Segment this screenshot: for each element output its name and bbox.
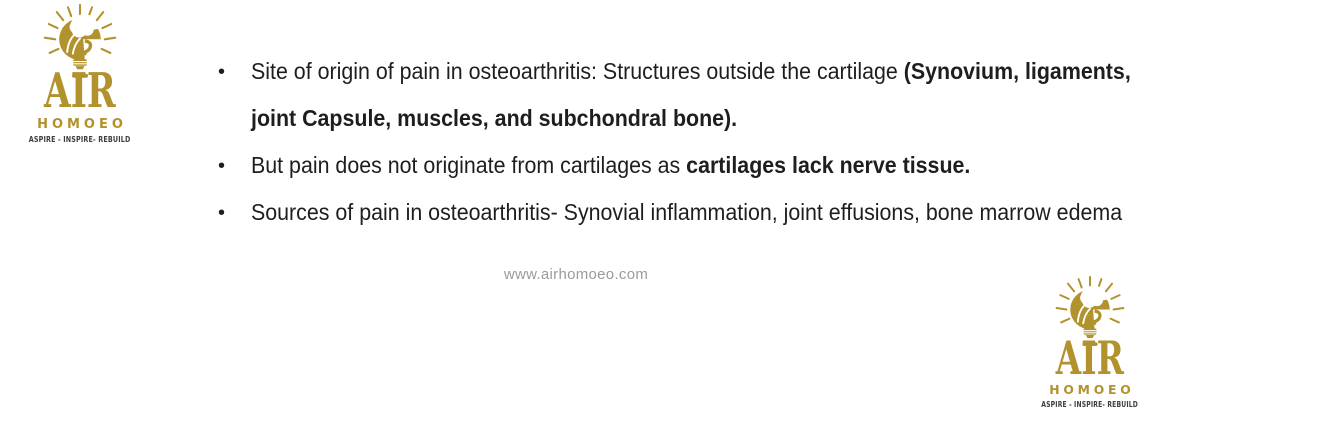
brand-subname: HOMOEO	[1049, 383, 1135, 398]
bullet-text: Site of origin of pain in osteoarthritis: Structures outside the cartilage (Synovium, ligaments,	[251, 58, 1131, 84]
bullet-dot: •	[218, 60, 226, 83]
bullet-text: joint Capsule, muscles, and subchondral bone).	[251, 105, 738, 131]
website-watermark: www.airhomoeo.com	[503, 266, 649, 283]
bullet-text: Sources of pain in osteoarthritis- Synovial inflammation, joint effusions, bone marrow edema	[251, 199, 1123, 225]
brand-name: AIR	[1055, 332, 1125, 386]
brand-subname: HOMOEO	[37, 117, 127, 132]
bullet-line	[218, 189, 1328, 236]
bullet-text: But pain does not originate from cartilages as cartilages lack nerve tissue.	[251, 152, 971, 178]
bullet-list	[218, 48, 1328, 236]
brand-tagline: ASPIRE - INSPIRE- REBUILD	[1041, 400, 1139, 409]
air-homoeo-logo-bottom-right	[1033, 276, 1147, 409]
air-homoeo-logo-top-left	[20, 4, 140, 144]
bullet-dot: •	[218, 201, 226, 224]
brand-name: AIR	[44, 63, 116, 119]
bullet-line	[218, 48, 1328, 95]
bullet-line	[218, 142, 1328, 189]
bullet-line	[218, 95, 1328, 142]
brand-tagline: ASPIRE - INSPIRE- REBUILD	[29, 135, 131, 144]
bullet-dot: •	[218, 154, 226, 177]
